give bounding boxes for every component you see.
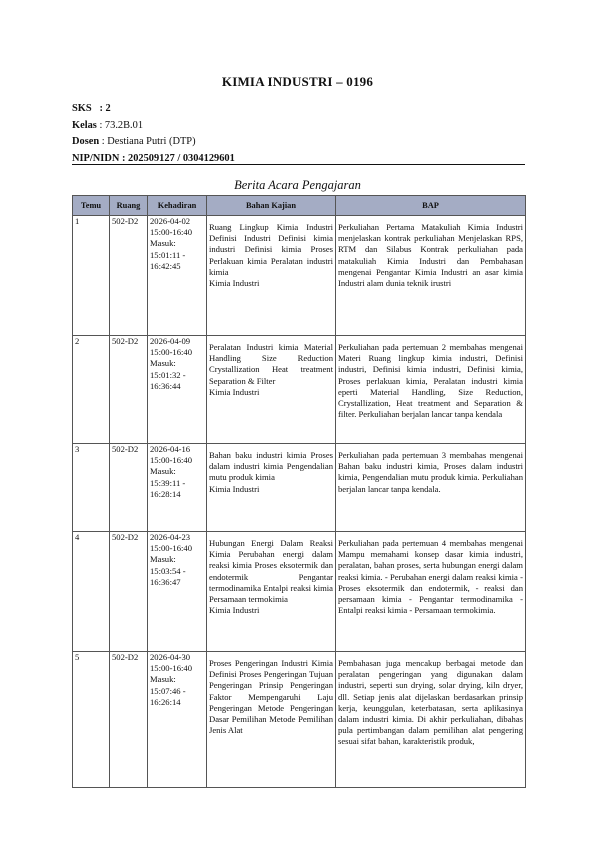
- kajian-text: Ruang Lingkup Kimia Industri Definisi Industri Definisi kimia industri Definisi kimia Proses Perlakuan kimia Peralatan industri kimia Kimia Industri: [209, 222, 333, 289]
- nip-value: : 202509127 / 0304129601: [121, 152, 235, 164]
- section-title: Berita Acara Pengajaran: [234, 178, 361, 192]
- kelas-label: Kelas: [72, 119, 97, 131]
- cell-temu: 1: [73, 216, 110, 336]
- col-header-bap: BAP: [336, 196, 526, 216]
- table-row: [73, 336, 526, 444]
- cell-ruang: 502-D2: [110, 652, 148, 788]
- sks-value: : 2: [99, 103, 111, 114]
- cell-bahan-kajian: [207, 216, 336, 336]
- course-info: [72, 101, 235, 167]
- col-header-temu: Temu: [73, 196, 110, 216]
- cell-ruang: 502-D2: [110, 216, 148, 336]
- cell-bahan-kajian: [207, 532, 336, 652]
- kajian-text: Proses Pengeringan Industri Kimia Definisi Proses Pengeringan Tujuan Pengeringan Prinsip Pengeringan Faktor Mempengaruhi Laju Pengeringan Metode Pengeringan Dasar Pemilihan Metode Pemilihan Jenis Alat: [209, 658, 333, 736]
- cell-temu: 2: [73, 336, 110, 444]
- cell-kehadiran: 2026-04-23 15:00-16:40 Masuk: 15:03:54 - 16:36:47: [148, 532, 207, 652]
- sks-row: [72, 101, 235, 118]
- kajian-text: Hubungan Energi Dalam Reaksi Kimia Perubahan energi dalam reaksi kimia Proses eksotermik dan endotermik Pengantar termodinamika Entalpi reaksi kimia Persamaan termokimia Kimia Industri: [209, 538, 333, 616]
- cell-temu: 3: [73, 444, 110, 532]
- kajian-text: Bahan baku industri kimia Proses dalam industri kimia Pengendalian mutu produk kimia Kimia Industri: [209, 450, 333, 494]
- header-divider: [72, 164, 525, 165]
- cell-temu: 4: [73, 532, 110, 652]
- cell-bap: Perkuliahan Pertama Matakuliah Kimia Industri menjelaskan kontrak perkuliahan Menjelaskan RPS, RTM dan Silabus Kontrak perkuliahan pada matakuliah Kimia Industri dan Pembahasan mengenai Pengantar Kimia Industri an asar kimia Industri alam dunia teknik irustri: [336, 216, 526, 336]
- nip-label: NIP/NIDN: [72, 152, 120, 164]
- dosen-row: [72, 134, 235, 151]
- cell-bap: Perkuliahan pada pertemuan 4 membahas mengenai Mampu memahami konsep dasar kimia industri, peralatan, bahan proses, serta hubungan energi dalam reaksi kimia. - Perubahan energi dalam reaksi kimia - Proses eksotermik dan endotermik, - reaksi dan persamaan kimia - Pengantar termodinamika - Entalpi reaksi kimia - Persamaan termokimia.: [336, 532, 526, 652]
- kelas-value: : 73.2B.01: [99, 119, 144, 131]
- document-title: KIMIA INDUSTRI – 0196: [221, 74, 374, 89]
- cell-kehadiran: 2026-04-02 15:00-16:40 Masuk: 15:01:11 - 16:42:45: [148, 216, 207, 336]
- table-row: [73, 652, 526, 788]
- cell-ruang: 502-D2: [110, 336, 148, 444]
- col-header-ruang: Ruang: [110, 196, 148, 216]
- dosen-label: Dosen: [72, 136, 100, 148]
- cell-bahan-kajian: [207, 336, 336, 444]
- cell-bap: Pembahasan juga mencakup berbagai metode dan peralatan pengeringan yang digunakan dalam industri, seperti sun drying, solar drying, kiln dryer, dll. Setiap jenis alat dijelaskan berdasarkan prinsip kerja, keunggulan, keterbatasan, serta aplikasinya dalam industri kimia. Di akhir perkuliahan, dibahas pula pertimbangan dalam pemilihan alat pengering sesuai sifat bahan, karakteristik produk,: [336, 652, 526, 788]
- table-row: [73, 444, 526, 532]
- table-row: [73, 216, 526, 336]
- cell-bahan-kajian: [207, 652, 336, 788]
- cell-kehadiran: 2026-04-30 15:00-16:40 Masuk: 15:07:46 - 16:26:14: [148, 652, 207, 788]
- col-header-bahan-kajian: Bahan Kajian: [207, 196, 336, 216]
- sks-label: SKS: [72, 103, 92, 114]
- cell-temu: 5: [73, 652, 110, 788]
- cell-kehadiran: 2026-04-16 15:00-16:40 Masuk: 15:39:11 - 16:28:14: [148, 444, 207, 532]
- dosen-value: : Destiana Putri (DTP): [101, 136, 196, 148]
- cell-bap: Perkuliahan pada pertemuan 2 membahas mengenai Materi Ruang lingkup kimia industri, Definisi industri, Definisi kimia industri, Definisi kimia, Proses perlakuan kimia, Peralatan industri kimia eperti Material Handling, Size Reduction, Crystallization, Heat treatment and Separation & filter. Perkuliahan berjalan lancar tanpa kendala: [336, 336, 526, 444]
- cell-kehadiran: 2026-04-09 15:00-16:40 Masuk: 15:01:32 - 16:36:44: [148, 336, 207, 444]
- col-header-kehadiran: Kehadiran: [148, 196, 207, 216]
- bap-table: [72, 195, 526, 788]
- kajian-text: Peralatan Industri kimia Material Handling Size Reduction Crystallization Heat treatment Separation & Filter Kimia Industri: [209, 342, 333, 397]
- cell-bahan-kajian: [207, 444, 336, 532]
- kelas-row: [72, 118, 235, 135]
- table-header-row: [73, 196, 526, 216]
- table-row: [73, 532, 526, 652]
- cell-ruang: 502-D2: [110, 444, 148, 532]
- cell-ruang: 502-D2: [110, 532, 148, 652]
- cell-bap: Perkuliahan pada pertemuan 3 membahas mengenai Bahan baku industri kimia, Proses dalam industri kimia, Pengendalian mutu produk kimia. Perkuliahan berjalan lancar tanpa kendala.: [336, 444, 526, 532]
